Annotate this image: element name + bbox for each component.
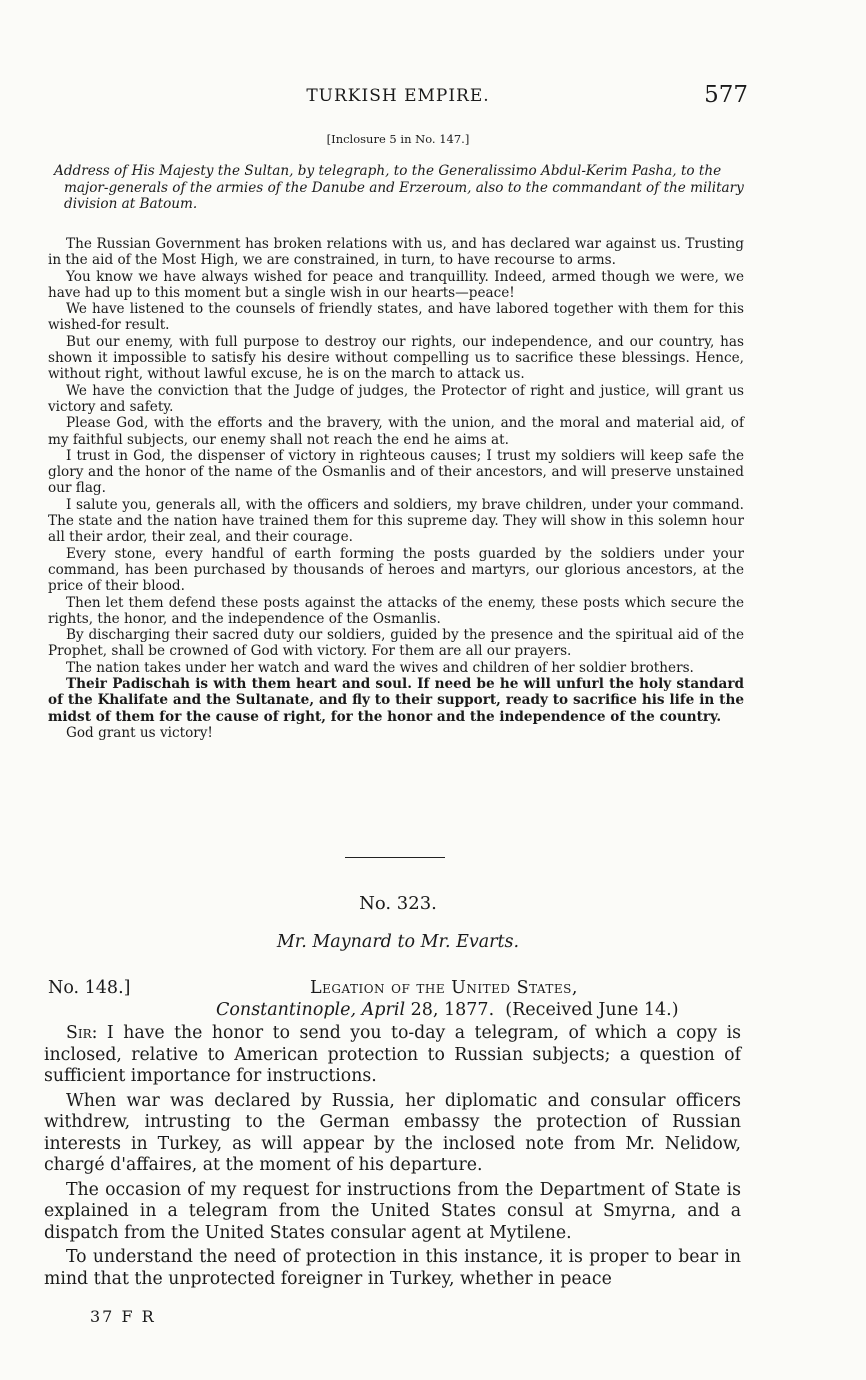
dispatch-paragraph: To understand the need of protection in this instance, it is proper to bear in mind that the unprotected foreigner in Turkey, whether in peace [44,1247,741,1289]
dateline-received: (Received June 14.) [505,1000,679,1020]
dispatch-paragraph: The occasion of my request for instructions from the Department of State is explained in a telegram from the United States consul at Smyrna, and a dispatch from the United States consular agent at Mytilene. [44,1179,741,1243]
address-paragraph: You know we have always wished for peace and tranquillity. Indeed, armed though we were, we have had up to this moment but a single wish in our hearts—peace! [48,268,744,301]
page-number: 577 [704,82,748,108]
dateline-month: April [361,1000,406,1020]
address-bold-paragraph: Their Padischah is with them heart and soul. If need be he will unfurl the holy standard of the Khalifate and the Sultanate, and fly to their support, ready to sacrifice his life in the midst of them for the cause of right, for the honor and the independence of the country. [48,676,744,725]
address-paragraph: I salute you, generals all, with the officers and soldiers, my brave children, under your command. The state and the nation have trained them for this supreme day. They will show in this solemn hour all their ardor, their zeal, and their courage. [48,496,744,546]
dispatch-body [44,1023,741,1293]
legation-line: Legation of the United States, [310,978,578,998]
address-paragraph: Please God, with the efforts and the bravery, with the union, and the moral and material aid, of my faithful subjects, our enemy shall not reach the end he aims at. [48,415,744,448]
address-paragraph: We have the conviction that the Judge of judges, the Protector of right and justice, will grant us victory and safety. [48,382,744,415]
dispatch-paragraph-text: I have the honor to send you to-day a telegram, of which a copy is inclosed, relative to American protection to Russian subjects; a question of sufficient importance for instructions. [44,1023,741,1086]
salutation: Sir: [66,1023,98,1043]
dateline [216,999,679,1021]
inclosure-label: [Inclosure 5 in No. 147.] [326,132,470,146]
address-body [48,236,744,741]
dispatch-number: No. 148.] [48,978,131,998]
address-paragraph: The nation takes under her watch and ward the wives and children of her soldier brothers. [66,659,694,676]
address-closing: God grant us victory! [66,724,213,741]
dispatch-paragraph: When war was declared by Russia, her diplomatic and consular officers withdrew, intrusting to the German embassy the protection of Russian interests in Turkey, as will appear by the inclosed note from Mr. Nelidow, chargé d'affaires, at the moment of his departure. [44,1090,741,1175]
address-paragraph: The Russian Government has broken relations with us, and has declared war against us. Trusting in the aid of the Most High, we are constrained, in turn, to have recourse to arms. [48,236,744,269]
document-number: No. 323. [359,893,437,914]
dateline-place: Constantinople, [216,1000,357,1020]
signature-mark: 37 F R [90,1307,156,1326]
address-paragraph: By discharging their sacred duty our soldiers, guided by the presence and the spiritual aid of the Prophet, shall be crowned of God with victory. For them are all our prayers. [48,627,744,660]
address-paragraph: But our enemy, with full purpose to destroy our rights, our independence, and our country, has shown it impossible to satisfy his desire without compelling us to sacrifice these blessings. Hence, without right, without lawful excuse, he is on the march to attack us. [48,333,744,383]
section-divider [345,857,445,858]
address-paragraph: Every stone, every handful of earth forming the posts guarded by the soldiers under your command, has been purchased by thousands of heroes and martyrs, our glorious ancestors, at the price of their blood. [48,545,744,595]
running-title: TURKISH EMPIRE. [306,86,490,106]
address-paragraph: We have listened to the counsels of friendly states, and have labored together with them for this wished-for result. [48,301,744,334]
dateline-date: 28, 1877. [410,1000,495,1020]
running-head [48,82,748,114]
address-title: Address of His Majesty the Sultan, by telegraph, to the Generalissimo Abdul-Kerim Pasha, to the major-generals of the armies of the Danube and Erzeroum, also to the commandant of the military division at Batoum. [54,163,744,212]
address-paragraph: I trust in God, the dispenser of victory in righteous causes; I trust my soldiers will keep safe the glory and the honor of the name of the Osmanlis and of their ancestors, and will preserve unstained our flag. [48,447,744,497]
document-heading: Mr. Maynard to Mr. Evarts. [276,932,520,952]
address-paragraph: Then let them defend these posts against the attacks of the enemy, these posts which secure the rights, the honor, and the independence of the Osmanlis. [48,594,744,627]
dispatch-paragraph [44,1023,741,1088]
